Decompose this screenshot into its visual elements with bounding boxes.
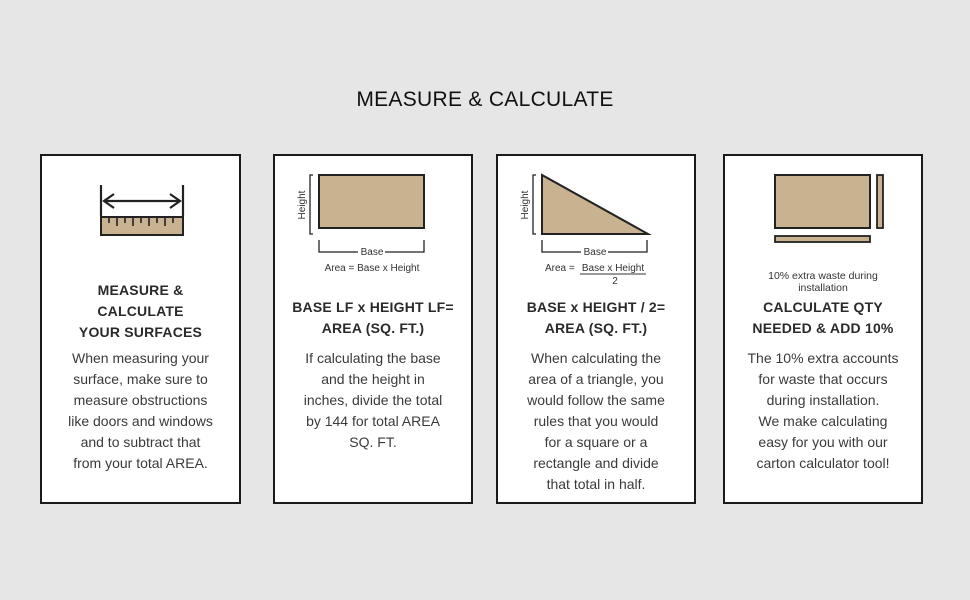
- card-measure-surfaces: [40, 154, 241, 504]
- rectangle-area-diagram: [275, 170, 471, 280]
- card-body-text: If calculating the base and the height in inches, divide the total by 144 for total AREA SQ. FT.: [303, 350, 443, 450]
- height-label: Height: [297, 190, 308, 220]
- area-formula-prefix: Area =: [545, 263, 575, 274]
- area-formula-denominator: 2: [612, 276, 618, 287]
- area-formula: Area = Base x Height: [324, 263, 420, 274]
- card-heading: MEASURE & CALCULATE YOUR SURFACES: [78, 282, 203, 340]
- card-body-text: The 10% extra accounts for waste that occurs during installation. We make calculating easy for you with our carton calculator tool!: [747, 350, 899, 471]
- card-calculate-qty: [723, 154, 923, 504]
- card-rectangle-area: [273, 154, 473, 504]
- area-formula-numerator: Base x Height: [581, 263, 645, 274]
- base-label: Base: [360, 247, 384, 258]
- card-body-text: When measuring your surface, make sure to measure obstructions like doors and windows and to subtract that from your total AREA.: [68, 350, 213, 471]
- waste-diagram: [725, 170, 921, 294]
- base-label: Base: [583, 247, 607, 258]
- triangle-area-diagram: [498, 170, 694, 287]
- card-triangle-area: [496, 154, 696, 504]
- tape-measure-icon: [42, 170, 239, 280]
- card-heading: BASE LF x HEIGHT LF= AREA (SQ. FT.): [292, 299, 454, 336]
- card-body-text: When calculating the area of a triangle, you would follow the same rules that you would for a square or a rectangle and divide that total in half.: [527, 350, 665, 492]
- waste-caption: 10% extra waste during installation: [768, 270, 878, 294]
- height-label: Height: [520, 190, 531, 220]
- card-heading: CALCULATE QTY NEEDED & ADD 10%: [752, 299, 894, 336]
- card-heading: BASE x HEIGHT / 2= AREA (SQ. FT.): [526, 299, 666, 336]
- page-title: MEASURE & CALCULATE: [356, 88, 614, 111]
